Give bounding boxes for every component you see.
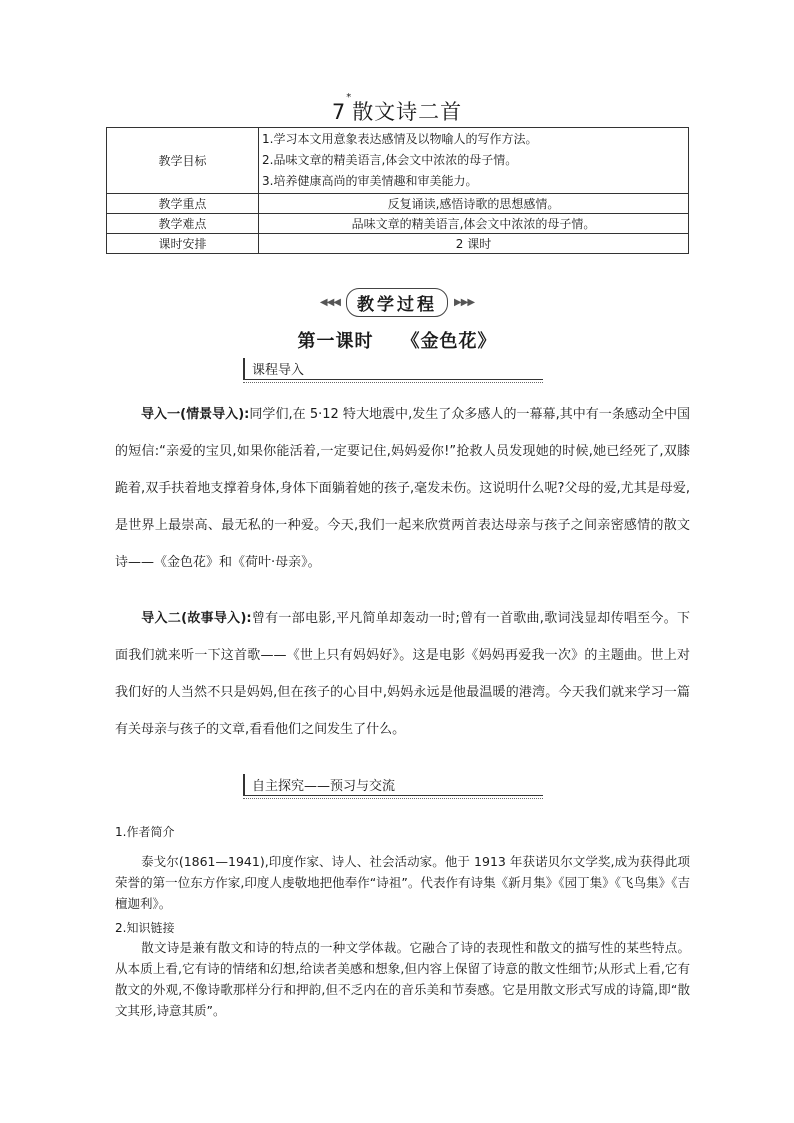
section-bar-decoration (243, 774, 245, 796)
author-paragraph (115, 851, 690, 914)
section-bar-decoration (243, 358, 245, 380)
teaching-plan-table (106, 127, 689, 254)
section-dotted-line (243, 382, 543, 383)
author-heading: 1.作者简介 (115, 825, 175, 839)
intro-paragraph-1 (115, 396, 690, 581)
table-row-schedule (107, 234, 689, 254)
banner-label: 教学过程 (346, 288, 448, 317)
section-dotted-line (243, 798, 543, 799)
section-label: 自主探究——预习与交流 (252, 779, 396, 794)
difficulty-label: 教学难点 (107, 214, 259, 234)
focus-label: 教学重点 (107, 194, 259, 214)
document-title (0, 92, 794, 126)
knowledge-body: 散文诗是兼有散文和诗的特点的一种文学体裁。它融合了诗的表现性和散文的描写性的某些特点。从本质上看,它有诗的情绪和幻想,给读者美感和想象,但内容上保留了诗意的散文性细节;从形式上看,它有散文的外观,不像诗歌那样分行和押韵,但不乏内在的音乐美和节奏感。它是用散文形式写成的诗篇,即“散文其形,诗意其质”。 (115, 940, 690, 1018)
goals-cell (259, 128, 689, 194)
difficulty-value: 品味文章的精美语言,体会文中浓浓的母子情。 (259, 214, 689, 234)
lesson-text-name: 《金色花》 (401, 331, 497, 352)
teaching-process-banner (0, 289, 794, 315)
intro1-body: 同学们,在 5·12 特大地震中,发生了众多感人的一幕幕,其中有一条感动全中国的短信:“亲爱的宝贝,如果你能活着,一定要记住,妈妈爱你!”抢救人员发现她的时候,她已经死了,双膝跪着,双手扶着地支撑着身体,身体下面躺着她的孩子,毫发未伤。这说明什么呢?父母的爱,尤其是母爱,是世界上最崇高、最无私的一种爱。今天,我们一起来欣赏两首表达母亲与孩子之间亲密感情的散文诗——《金色花》和《荷叶·母亲》。 (115, 407, 690, 570)
intro1-heading: 导入一(情景导入): (141, 407, 250, 422)
lesson-number: 第一课时 (297, 331, 374, 352)
intro2-body: 曾有一部电影,平凡简单却轰动一时;曾有一首歌曲,歌词浅显却传唱至今。下面我们就来听一下这首歌——《世上只有妈妈好》。这是电影《妈妈再爱我一次》的主题曲。世上对我们好的人当然不只是妈妈,但在孩子的心目中,妈妈永远是他最温暖的港湾。今天我们就来学习一篇有关母亲与孩子的文章,看看他们之间发生了什么。 (115, 611, 690, 737)
right-arrows-icon: ▶▶▶ (454, 296, 475, 308)
title-star-mark: * (346, 92, 353, 103)
section-header-explore (243, 774, 543, 796)
goal-item: 1.学习本文用意象表达感情及以物喻人的写作方法。 (262, 132, 538, 146)
goal-item: 2.品味文章的精美语言,体会文中浓浓的母子情。 (262, 153, 518, 167)
intro2-heading: 导入二(故事导入): (141, 611, 252, 626)
goal-item: 3.培养健康高尚的审美情趣和审美能力。 (262, 174, 478, 188)
title-text: 散文诗二首 (352, 100, 463, 124)
author-body: 泰戈尔(1861—1941),印度作家、诗人、社会活动家。他于 1913 年获诺贝尔文学奖,成为获得此项荣誉的第一位东方作家,印度人虔敬地把他奉作“诗祖”。代表作有诗集《新月集》《园丁集》《飞鸟集》《吉檀迦利》。 (115, 854, 690, 911)
schedule-value: 2 课时 (259, 234, 689, 254)
table-row-difficulty (107, 214, 689, 234)
knowledge-heading: 2.知识链接 (115, 921, 175, 935)
focus-value: 反复诵读,感悟诗歌的思想感情。 (259, 194, 689, 214)
section-header-intro (243, 358, 543, 380)
intro-paragraph-2 (115, 600, 690, 748)
goals-label: 教学目标 (107, 128, 259, 194)
schedule-label: 课时安排 (107, 234, 259, 254)
table-row-focus (107, 194, 689, 214)
lesson-title (0, 327, 794, 353)
section-label: 课程导入 (252, 363, 305, 378)
knowledge-paragraph (115, 937, 690, 1021)
table-row-goals (107, 128, 689, 194)
title-number: 7 (331, 100, 347, 124)
section-underline (243, 795, 543, 796)
section-underline (243, 379, 543, 380)
left-arrows-icon: ◀◀◀ (319, 296, 340, 308)
